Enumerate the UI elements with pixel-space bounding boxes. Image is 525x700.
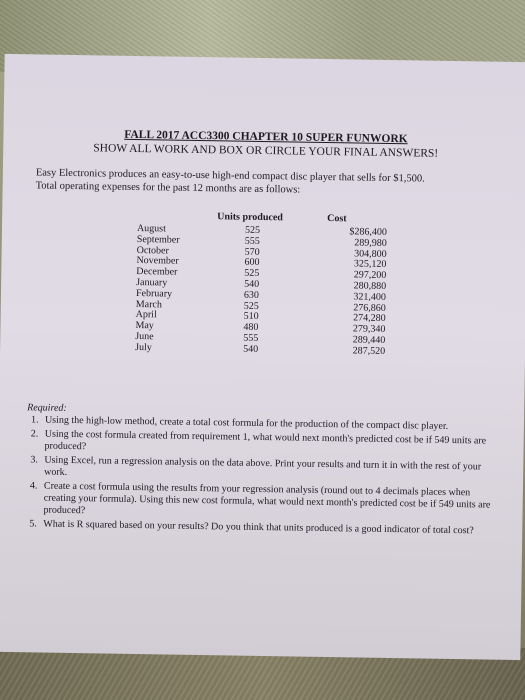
- requirement-item: [25, 480, 496, 523]
- requirement-text: Using the cost formula created from requirement 1, what would next month's predicted cost be if 549 units are produced?: [44, 428, 487, 453]
- cell-units: 525: [243, 300, 259, 312]
- worksheet-paper: [0, 54, 525, 660]
- cell-month: July: [135, 341, 152, 354]
- cell-cost: 280,880: [353, 280, 387, 292]
- cell-month: October: [136, 244, 169, 257]
- cell-units: 630: [243, 289, 260, 301]
- expense-table: [135, 210, 397, 358]
- cell-month: March: [135, 298, 163, 310]
- intro-line-2: Total operating expenses for the past 12 months are as follows:: [35, 180, 301, 196]
- cell-cost: 321,400: [353, 291, 387, 303]
- cell-units: 540: [244, 278, 260, 290]
- cell-month: January: [136, 276, 168, 289]
- requirement-text: Create a cost formula using the results from your regression analysis (round out to 4 decimals places when creating your formula). Using this new cost formula, what would next month's predicted cost be if 549 units are produced?: [43, 480, 491, 517]
- cell-month: December: [136, 266, 178, 278]
- cell-units: 525: [244, 267, 260, 280]
- requirement-text: Using the high-low method, create a total cost formula for the production of the compact disc player.: [44, 414, 449, 432]
- requirement-number: 3.: [30, 454, 38, 466]
- cell-month: May: [135, 320, 154, 332]
- cell-cost: 276,860: [353, 301, 386, 314]
- cell-cost: 279,340: [352, 323, 386, 336]
- title-line-1: FALL 2017 ACC3300 CHAPTER 10 SUPER FUNWORK: [124, 128, 408, 146]
- requirements-list: [25, 414, 497, 539]
- cell-units: 555: [243, 332, 259, 344]
- cell-cost: 289,440: [352, 334, 386, 346]
- cell-cost: 297,200: [353, 269, 387, 282]
- cell-units: 480: [243, 321, 259, 334]
- table-body: [135, 224, 397, 358]
- cell-cost: 274,280: [353, 312, 386, 325]
- cell-cost: 325,120: [353, 258, 387, 271]
- intro-paragraph: [36, 166, 496, 199]
- cell-cost: 289,980: [354, 237, 387, 249]
- cell-month: April: [135, 309, 157, 321]
- cell-cost: 287,520: [352, 345, 386, 357]
- header-cost: Cost: [327, 212, 347, 225]
- requirement-number: 4.: [29, 480, 38, 492]
- cell-month: February: [135, 287, 173, 300]
- cell-month: November: [136, 255, 179, 268]
- requirement-text: Using Excel, run a regression analysis on the data above. Print your results and turn it in with the rest of your work.: [44, 454, 482, 478]
- intro-line-1: Easy Electronics produces an easy-to-use high-end compact disc player that sells for $1,500.: [35, 167, 425, 185]
- cell-cost: $286,400: [349, 226, 388, 238]
- cell-month: August: [136, 223, 166, 235]
- cell-month: September: [136, 233, 180, 246]
- requirement-number: 1.: [30, 414, 39, 426]
- cell-units: 600: [244, 257, 260, 269]
- cell-cost: 304,800: [354, 248, 387, 260]
- worksheet-title: [3, 126, 525, 162]
- title-line-2: SHOW ALL WORK AND BOX OR CIRCLE YOUR FINAL ANSWERS!: [93, 142, 439, 160]
- requirement-number: 5.: [29, 518, 37, 530]
- cell-units: 525: [244, 224, 261, 236]
- cell-month: June: [135, 330, 154, 343]
- header-units-produced: Units produced: [217, 211, 283, 224]
- table-row: [135, 343, 395, 358]
- cell-units: 510: [243, 311, 259, 323]
- required-label: Required:: [27, 402, 67, 414]
- requirement-number: 2.: [30, 428, 39, 440]
- cell-units: 570: [244, 246, 260, 258]
- cell-units: 555: [244, 235, 260, 247]
- requirement-text: What is R squared based on your results? Do you think that units produced is a good indicator of total cost?: [43, 518, 474, 537]
- cell-units: 540: [243, 343, 259, 355]
